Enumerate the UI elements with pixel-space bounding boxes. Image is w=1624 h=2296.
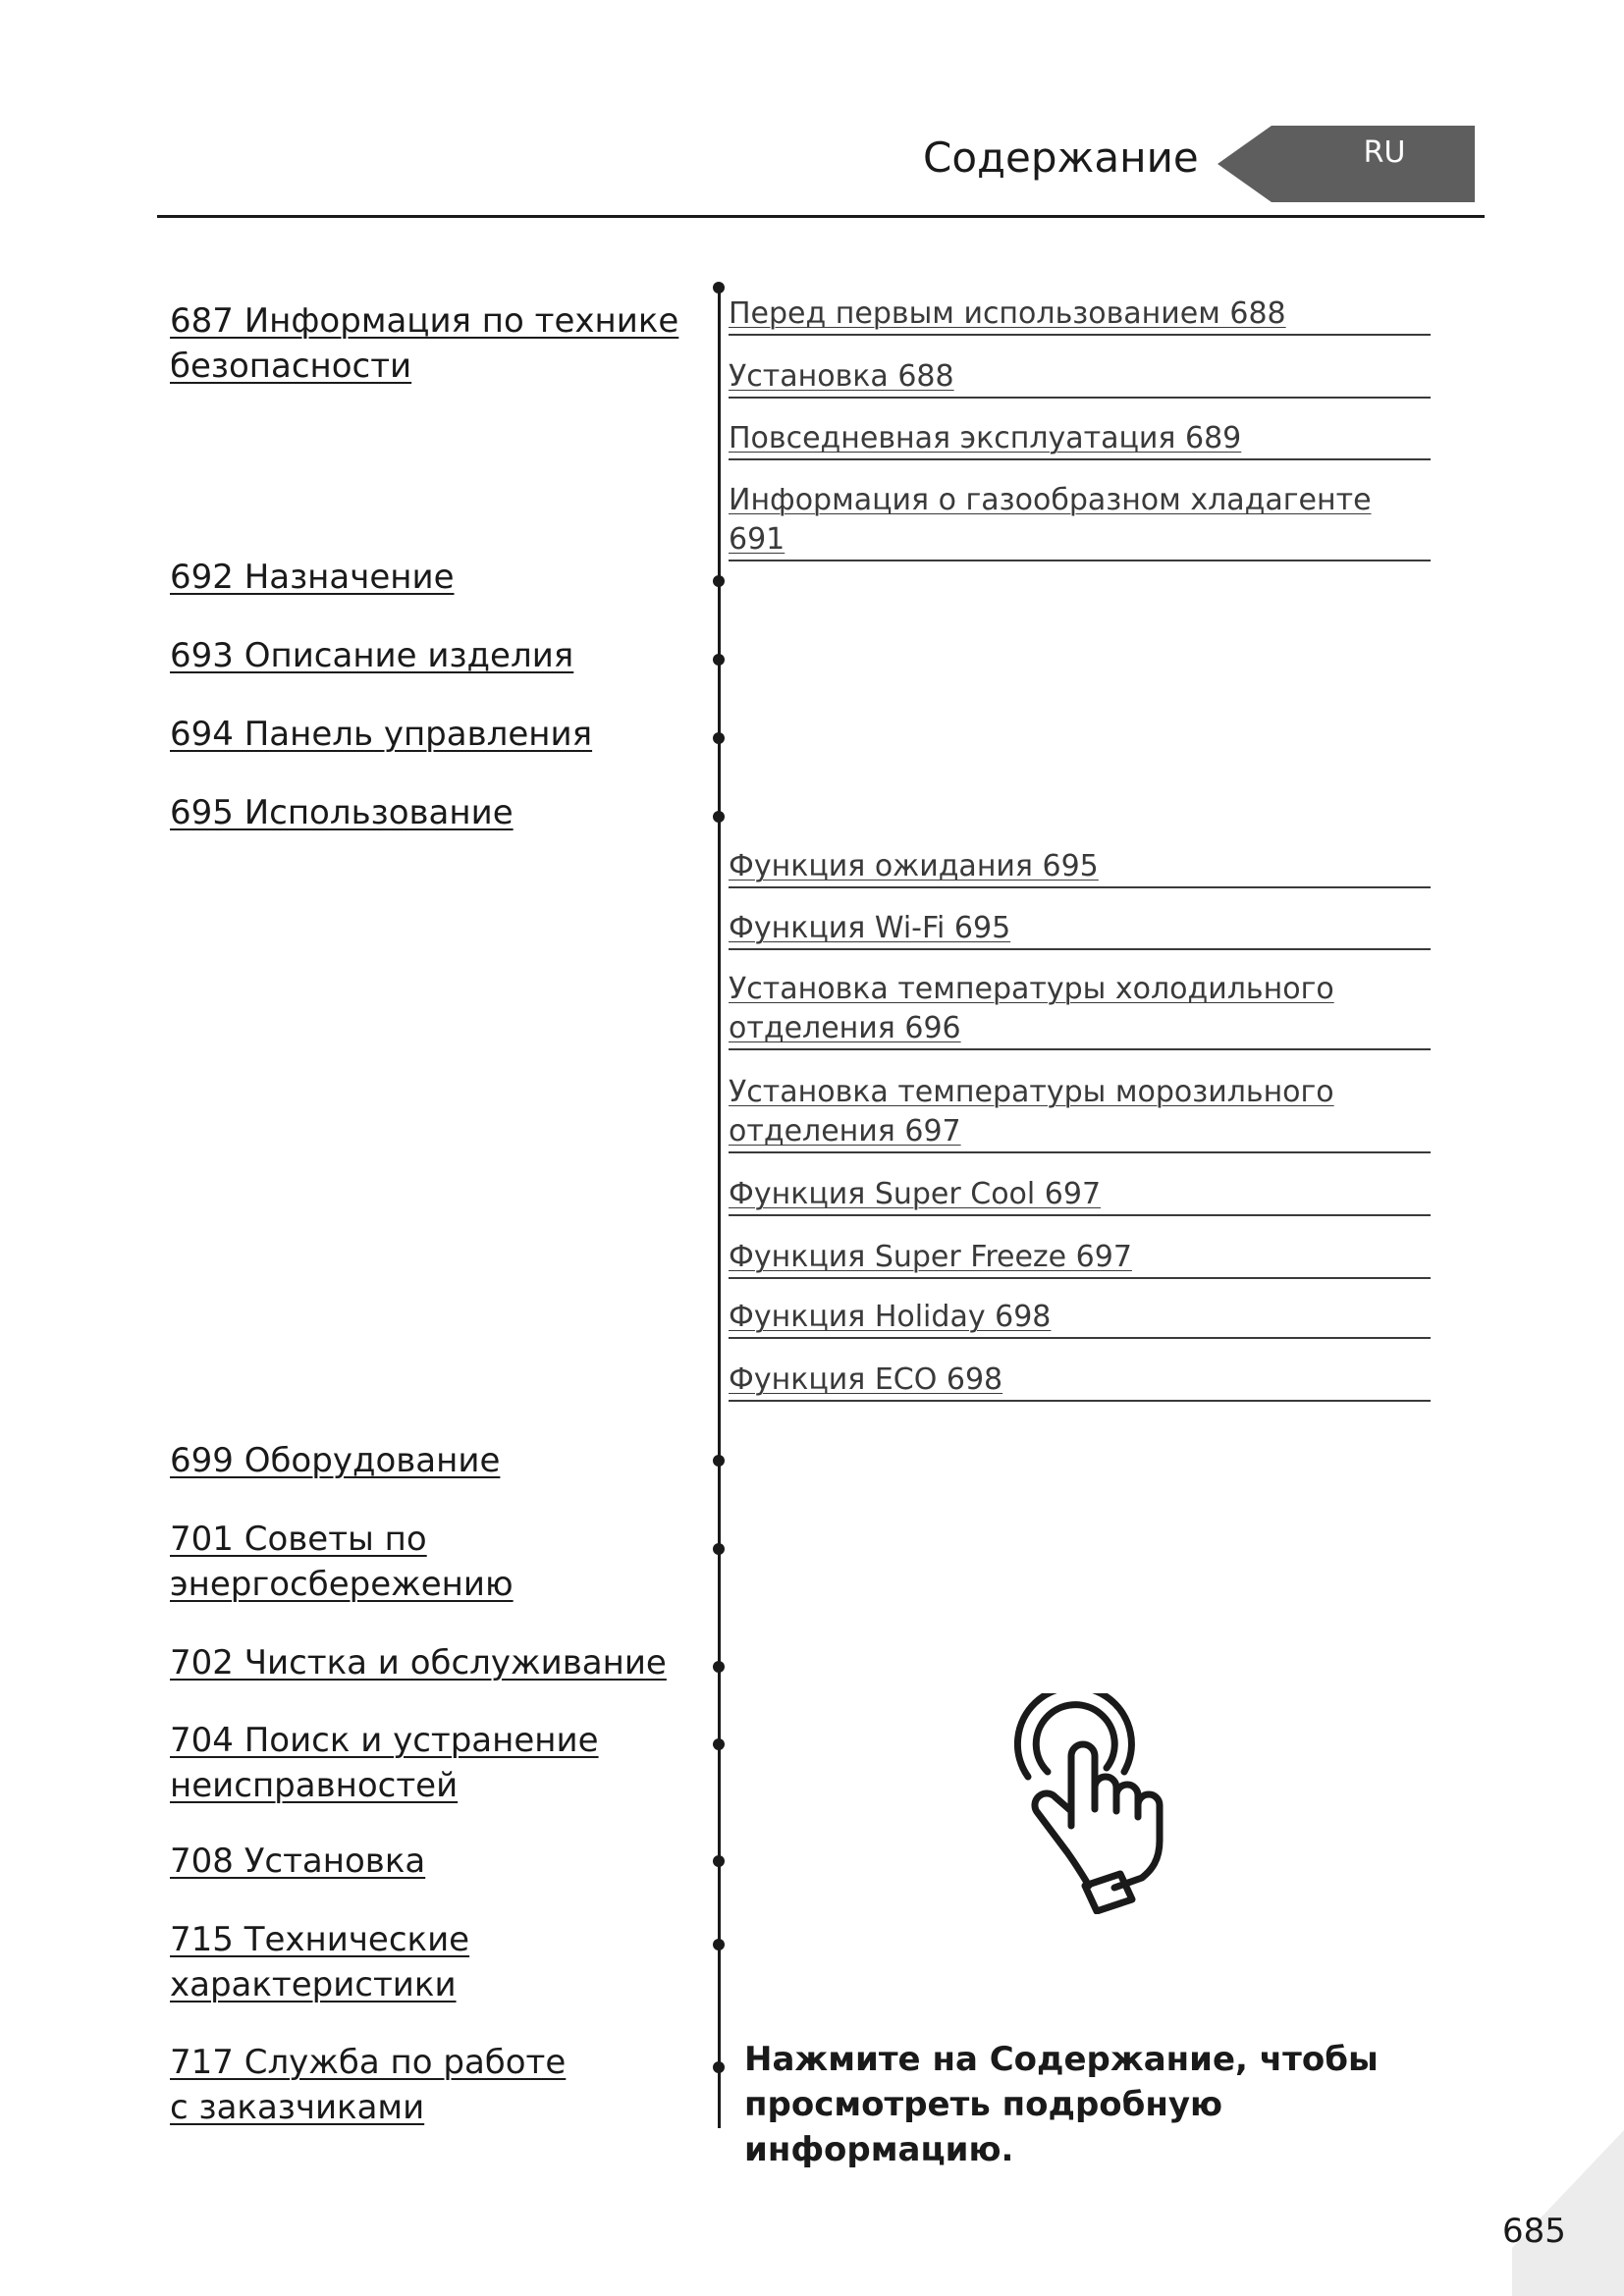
toc-subitem[interactable] [729,847,1431,888]
toc-subitem[interactable] [729,357,1431,399]
toc-subitem-label: Функция Wi-Fi 695 [729,911,1011,945]
timeline-dot [713,654,725,666]
toc-subitem[interactable] [729,1238,1431,1279]
timeline-dot [713,1455,725,1467]
instruction-text [744,2037,1490,2172]
toc-item-energy-saving[interactable] [170,1517,514,1607]
toc-item-label: с заказчиками [170,2088,425,2127]
toc-item-label: характеристики [170,1965,457,2004]
toc-item-installation[interactable] [170,1839,425,1884]
toc-subitem-label: отделения 697 [729,1114,961,1148]
timeline-dot [713,1939,725,1950]
instruction-line: просмотреть подробную информацию. [744,2085,1223,2169]
header-divider [157,215,1485,218]
toc-subitem[interactable] [729,1298,1431,1339]
toc-item-equipment[interactable] [170,1438,500,1483]
toc-item-label: 694 Панель управления [170,715,593,754]
page-title: Содержание [923,133,1199,182]
toc-item-customer-service[interactable] [170,2040,566,2130]
toc-subitem[interactable] [729,294,1431,336]
toc-item-label: 699 Оборудование [170,1441,501,1480]
timeline-dot [713,1661,725,1673]
toc-item-label: 701 Советы по [170,1520,427,1559]
toc-subitem[interactable] [729,970,1431,1050]
toc-timeline [718,283,721,2128]
language-tab [1218,126,1475,202]
timeline-dot [713,1738,725,1750]
timeline-dot [713,732,725,744]
toc-item-label: 693 Описание изделия [170,636,574,675]
toc-item-label: безопасности [170,347,412,386]
toc-subitem-label: Перед первым использованием 688 [729,296,1286,331]
toc-subitem-label: Функция ожидания 695 [729,849,1099,883]
toc-subitem-label: Функция Super Cool 697 [729,1177,1102,1211]
toc-subitem-label: Установка температуры холодильного [729,972,1334,1006]
language-label: RU [1363,135,1406,170]
toc-subitem-label: Функция ECO 698 [729,1362,1003,1397]
timeline-dot [713,1855,725,1867]
toc-subitem[interactable] [729,909,1431,950]
toc-item-troubleshooting[interactable] [170,1718,599,1808]
toc-subitem[interactable] [729,481,1431,561]
toc-item-control-panel[interactable] [170,712,592,757]
timeline-dot [713,282,725,294]
toc-item-label: 715 Технические [170,1920,470,1959]
hand-pointer-icon [1006,1693,1203,1914]
toc-subitem[interactable] [729,419,1431,460]
toc-item-label: 708 Установка [170,1842,426,1881]
toc-subitem[interactable] [729,1175,1431,1216]
toc-item-label: 702 Чистка и обслуживание [170,1643,667,1682]
toc-item-cleaning[interactable] [170,1640,667,1685]
toc-item-safety[interactable] [170,298,678,389]
toc-subitem-label: Функция Holiday 698 [729,1300,1052,1334]
timeline-dot [713,575,725,587]
toc-item-label: неисправностей [170,1766,459,1805]
instruction-line: Нажмите на Содержание, чтобы [744,2040,1379,2079]
page-number: 685 [1502,2212,1566,2251]
toc-subitem-label: Повседневная эксплуатация 689 [729,421,1242,455]
toc-item-product-description[interactable] [170,633,573,678]
toc-subitem-label: Функция Super Freeze 697 [729,1240,1132,1274]
toc-item-specifications[interactable] [170,1917,469,2007]
timeline-dot [713,811,725,823]
toc-subitem[interactable] [729,1361,1431,1402]
toc-subitem[interactable] [729,1073,1431,1153]
toc-item-purpose[interactable] [170,555,455,600]
toc-item-label: 704 Поиск и устранение [170,1721,599,1760]
timeline-dot [713,1543,725,1555]
toc-item-label: 717 Служба по работе [170,2043,567,2082]
toc-subitem-label: Установка 688 [729,359,954,394]
toc-item-label: 695 Использование [170,793,514,832]
toc-subitem-label: отделения 696 [729,1011,961,1045]
toc-item-label: энергосбережению [170,1565,514,1604]
toc-item-label: 687 Информация по технике [170,301,679,341]
timeline-dot [713,2061,725,2073]
toc-item-usage[interactable] [170,790,514,835]
toc-item-label: 692 Назначение [170,558,455,597]
toc-subitem-label: Установка температуры морозильного [729,1075,1334,1109]
toc-subitem-label: Информация о газообразном хладагенте 691 [729,483,1372,557]
